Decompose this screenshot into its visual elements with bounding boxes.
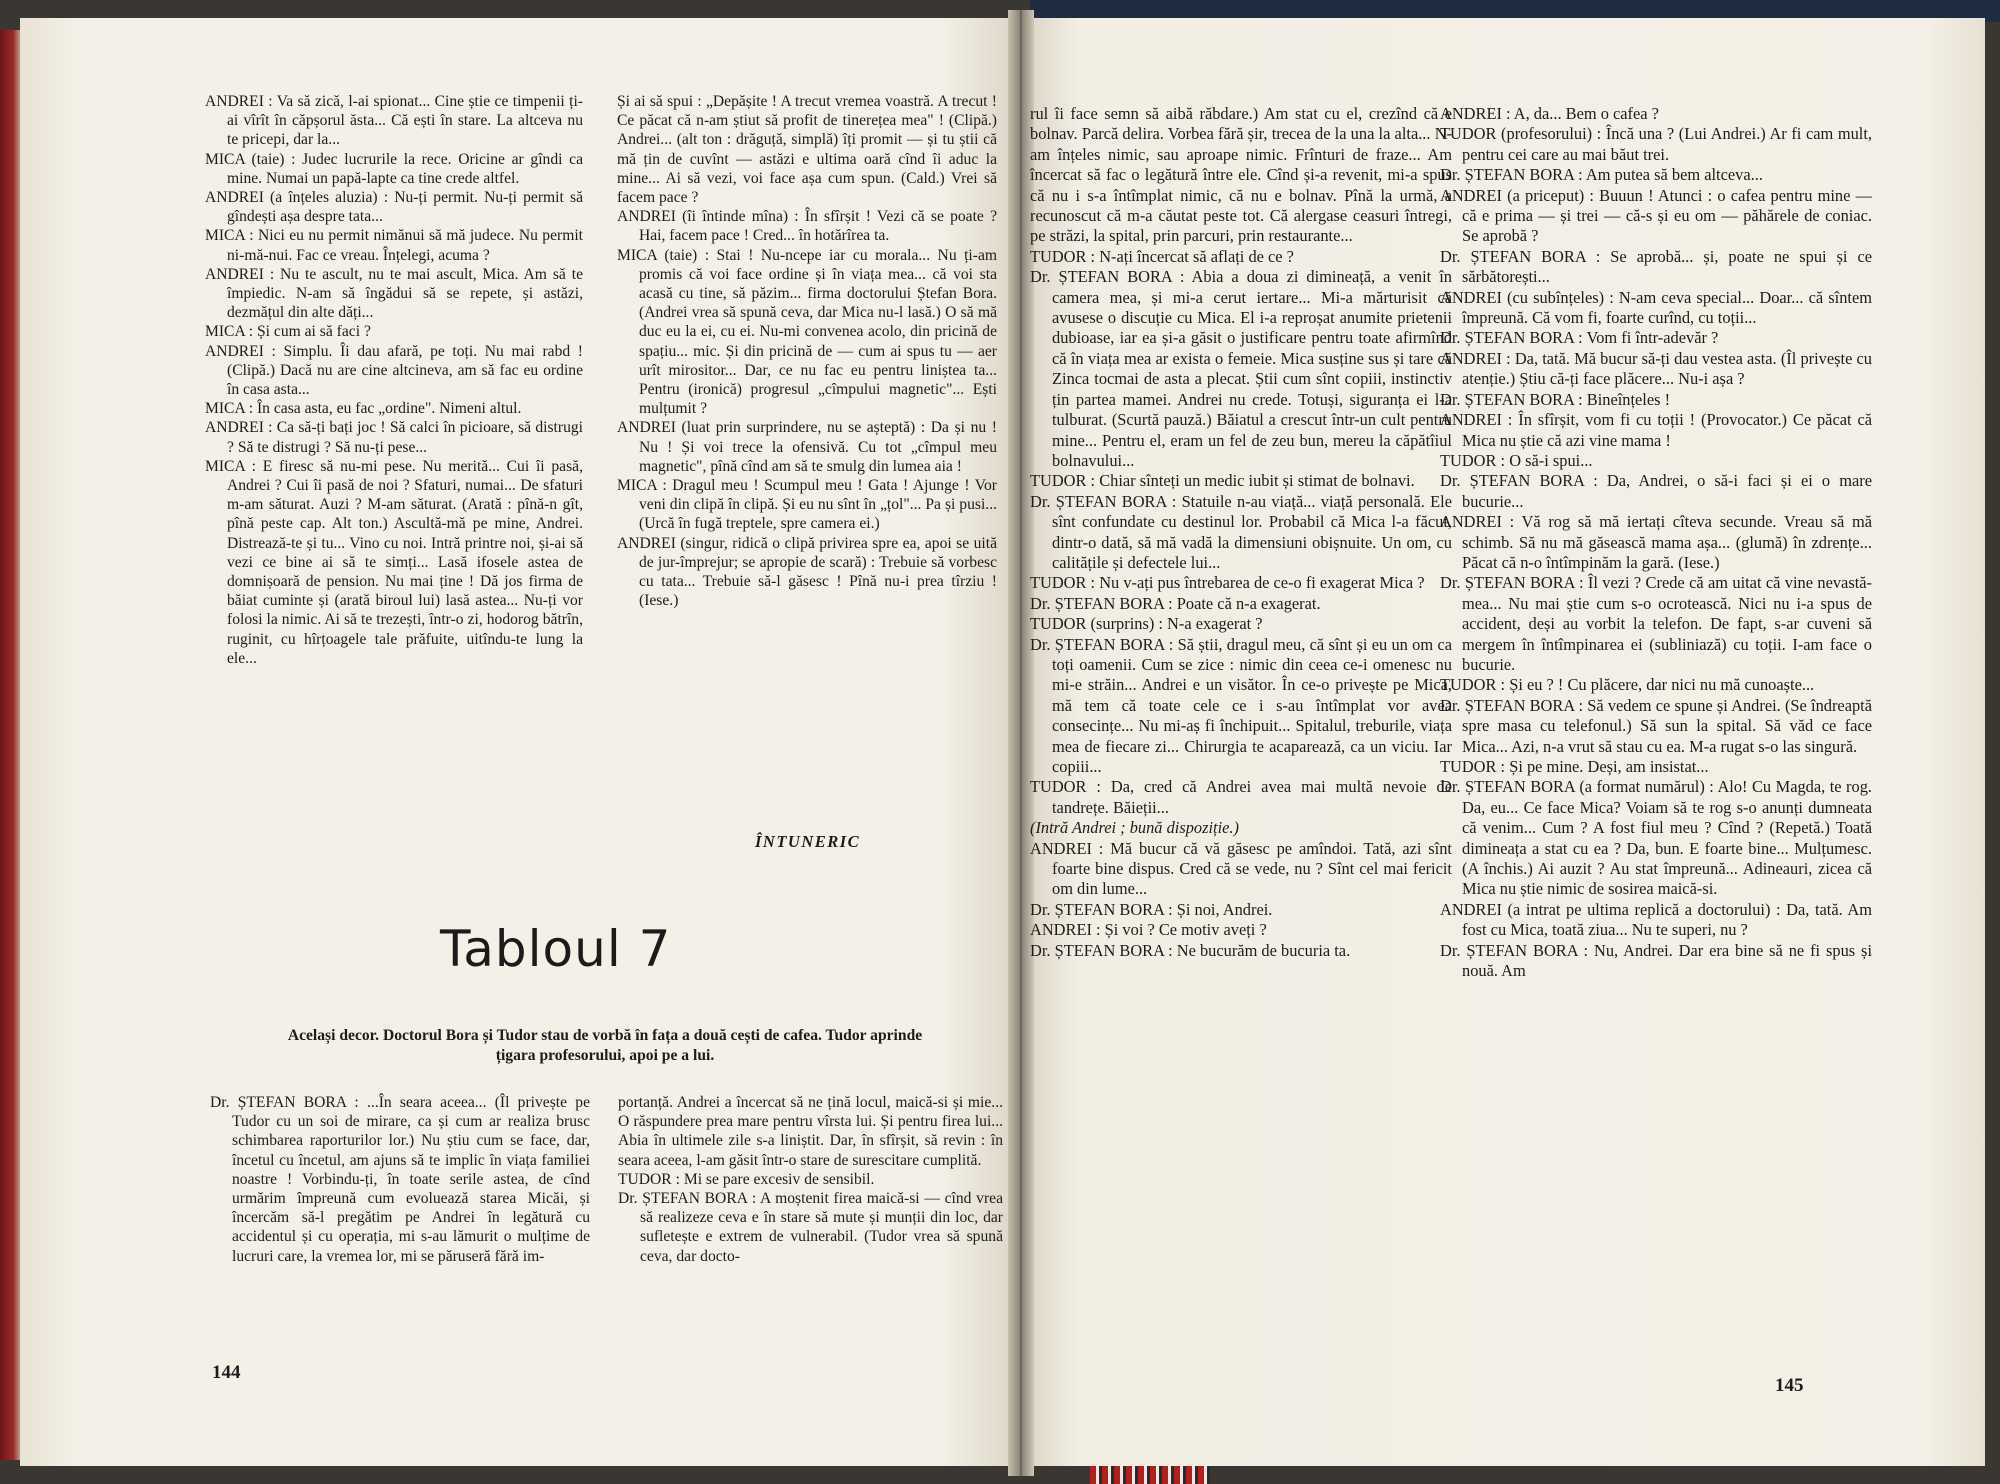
dialogue-line: ANDREI : Și voi ? Ce motiv aveți ? (1030, 920, 1267, 940)
dialogue-line: ANDREI : În sfîrșit, vom fi cu toții ! (Provocator.) Ce păcat că Mica nu știe că azi vine mama ! (1440, 410, 1872, 450)
dialogue-line: ANDREI : Vă rog să mă iertați cîteva secunde. Vreau să mă schimb. Să nu mă găsească mama așa... (glumă) în zdrențe... Păcat că n-o întîmpinăm la gară. (Iese.) (1440, 512, 1872, 572)
dialogue-line: Dr. ȘTEFAN BORA : ...În seara aceea... (Îl privește pe Tudor cu un soi de mirare, ca și cum ar realiza brusc schimbarea raporturilor lor.) Nu știu cum se face, dar, încetul cu încetul, am ajuns să te implic în viața familiei noastre ! Vorbindu-ți, în toate serile astea, de cînd urmărim împreună cum evoluează starea Micăi, și încercăm să-l pregătim pe Andrei în legătură cu accidentul și cu operația, mi s-au lămurit o mulțime de lucruri care, la vremea lor, mi se păruseră fără im- (210, 1094, 590, 1265)
dialogue-line: Dr. ȘTEFAN BORA : Bineînțeles ! (1440, 389, 1671, 409)
dialogue-line: TUDOR (surprins) : N-a exagerat ? (1030, 614, 1263, 634)
dialogue-line: ANDREI : Da, tată. Mă bucur să-ți dau vestea asta. (Îl privește cu atenție.) Știu că-ți face plăcere... Nu-i așa ? (1440, 348, 1872, 389)
left-page-column-3 (210, 1093, 590, 1266)
dialogue-line: Dr. ȘTEFAN BORA : Vom fi într-adevăr ? (1440, 328, 1719, 348)
dialogue-line: ANDREI : Nu te ascult, nu te mai ascult, Mica. Am să te împiedic. N-am să îngădui să se repete, și astăzi, dezmățul din alte dăți... (205, 265, 583, 322)
stage-direction: Același decor. Doctorul Bora și Tudor stau de vorbă în fața a două cești de cafea. Tudor aprinde țigara profesorului, apoi pe a lui. (287, 1027, 923, 1064)
dialogue-line: MICA : În casa asta, eu fac „ordine". Nimeni altul. (205, 400, 522, 418)
dialogue-line: TUDOR : Mi se pare excesiv de sensibil. (618, 1170, 875, 1188)
dialogue-line: MICA : Nici eu nu permit nimănui să mă judece. Nu permit ni-mă-nui. Fac ce vreau. Înțelegi, acuma ? (205, 227, 583, 264)
left-page-column-1 (205, 92, 583, 668)
dialogue-line: Dr. ȘTEFAN BORA : Să știi, dragul meu, că sînt și eu un om ca toți oamenii. Cum se zice : nimic din ceea ce-i omenesc nu mi-e străin... Andrei e un visător. În ce-o privește pe Mica, mă tem că toate cele ce i s-au întîmplat vor avea consecințe... Nu mi-aș fi închipuit... Spitalul, treburile, viața mea de fiecare zi... Chirurgia te acaparează, ca un viciu. Iar copiii... (1030, 634, 1452, 776)
dialogue-line: Dr. ȘTEFAN BORA : Și noi, Andrei. (1030, 899, 1273, 919)
dialogue-line: TUDOR : O să-i spui... (1440, 450, 1593, 470)
dialogue-line: Dr. ȘTEFAN BORA : Se aprobă... și, poate ne spui și ce sărbătorești... (1440, 246, 1872, 287)
dialogue-line: ANDREI : A, da... Bem o cafea ? (1440, 104, 1659, 123)
dialogue-line: MICA : Dragul meu ! Scumpul meu ! Gata ! Ajunge ! Vor veni din clipă în clipă. Și eu nu sînt în „țol"... Pa și pusi... (Urcă în fugă treptele, spre camera ei.) (617, 477, 997, 533)
dialogue-line: MICA (taie) : Judec lucrurile la rece. Oricine ar gîndi ca mine. Numai un papă-lapte ca tine crede altfel. (205, 150, 583, 187)
page-number-right: 145 (1775, 1375, 1804, 1396)
dialogue-line: Dr. ȘTEFAN BORA : A moștenit firea maică-si — cînd vrea să realizeze ceva e în stare să mute și munții din loc, dar sufletește e extrem de vulnerabil. (Tudor vrea să spună ceva, dar docto- (618, 1190, 1003, 1265)
dialogue-line: TUDOR : Și eu ? ! Cu plăcere, dar nici nu mă cunoaște... (1440, 675, 1815, 695)
dialogue-line: ANDREI : Simplu. Îi dau afară, pe toți. Nu mai rabd ! (Clipă.) Dacă nu are cine altcineva, am să fac eu ordine în casa asta... (205, 342, 583, 399)
dialogue-line: TUDOR (profesorului) : Încă una ? (Lui Andrei.) Ar fi cam mult, pentru cei care au mai băut trei. (1440, 124, 1872, 164)
dialogue-line: TUDOR : Da, cred că Andrei avea mai multă nevoie de tandrețe. Băieții... (1030, 777, 1452, 817)
right-page-column-2 (1440, 104, 1872, 981)
dialogue-line: portanță. Andrei a încercat să ne țină locul, maică-si și mie... O răspundere prea mare pentru vîrsta lui. Și pentru firea lui... Abia în ultimele zile s-a liniștit. Dar, în sfîrșit, să revin : în seara aceea, l-am găsit într-o stare de surescitare cumplită. (618, 1094, 1003, 1169)
left-page-column-2 (617, 92, 997, 610)
dialogue-line: Dr. ȘTEFAN BORA : Am putea să bem altceva... (1440, 165, 1763, 185)
left-page-column-4 (618, 1093, 1003, 1266)
scene-end-heading: ÎNTUNERIC (755, 832, 861, 851)
dialogue-line: ANDREI (a înțeles aluzia) : Nu-ți permit. Nu-ți permit să gîndești așa despre tata... (205, 189, 583, 226)
tableau-title: Tabloul 7 (440, 920, 672, 978)
dialogue-line: Dr. ȘTEFAN BORA : Da, Andrei, o să-i faci și ei o mare bucurie... (1440, 471, 1872, 511)
page-number-left: 144 (212, 1362, 241, 1383)
dialogue-line: Dr. ȘTEFAN BORA : Ne bucurăm de bucuria ta. (1030, 940, 1351, 960)
dialogue-line: ANDREI (a priceput) : Buuun ! Atunci : o cafea pentru mine — că e prima — și trei — că-s și eu om — păhărele de coniac. Se aprobă ? (1440, 185, 1872, 246)
dialogue-line: MICA : E firesc să nu-mi pese. Nu merită... Cui îi pasă, Andrei ? Cui îi pasă de noi ? Sfaturi, numai... De sfaturi m-am săturat. Auzi ? M-am săturat. (Arată : pînă-n gît, pînă peste cap. Alt ton.) Ascultă-mă pe mine, Andrei. Distrează-te și tu... Vino cu noi. Intră printre noi, și-ai să vezi ce bine ai să te simți... Lasă ifosele astea de domnișoară de pension. Nu mai ține ! Dă jos firma de băiat cuminte și (arată biroul lui) lasă astea... Nu-ți vor folosi la nimic. Ai să te trezești, într-o zi, hodorog bătrîn, ruginit, cu hîrțoagele tale prăfuite, uitîndu-te lung la ele... (205, 457, 583, 667)
dialogue-line: ANDREI (a intrat pe ultima replică a doctorului) : Da, tată. Am fost cu Mica, toată ziua... Nu te superi, nu ? (1440, 899, 1872, 940)
dialogue-line: MICA : Și cum ai să faci ? (205, 323, 371, 341)
dialogue-line: Și ai să spui : „Depășite ! A trecut vremea voastră. A trecut ! Ce păcat că n-am știut să profit de tinerețea mea" ! (Clipă.) Andrei... (alt ton : drăguță, simplă) îți promit — și tu știi că mă țin de cuvînt — astăzi e ultima oară cînd îi aduc la mine... Ai să vezi, voi face așa cum spun. (Cald.) Vrei să facem pace ? (617, 93, 997, 207)
dialogue-line: TUDOR : Nu v-ați pus întrebarea de ce-o fi exagerat Mica ? (1030, 573, 1425, 593)
dialogue-line: ANDREI : Va să zică, l-ai spionat... Cine știe ce timpenii ți-ai vîrît în căpșorul ăsta... Că ești în stare. La altceva nu te pricepi, dar la... (205, 93, 583, 149)
dialogue-line: ANDREI : Ca să-ți bați joc ! Să calci în picioare, să distrugi ? Să te distrugi ? Să nu-ți pese... (205, 419, 583, 456)
book-cover-edge (0, 30, 22, 1460)
dialogue-line: ANDREI (cu subînțeles) : N-am ceva special... Doar... că sîntem împreună. Că vom fi, foarte curînd, cu toții... (1440, 287, 1872, 328)
tablecloth-strip (1090, 1466, 1210, 1484)
dialogue-line: Dr. ȘTEFAN BORA : Nu, Andrei. Dar era bine să ne fi spus și nouă. Am (1440, 940, 1872, 981)
dialogue-line: MICA (taie) : Stai ! Nu-ncepe iar cu morala... Nu ți-am promis că voi face ordine și în viața mea... că voi sta acasă cu tine, să păzim... firma doctorului Ștefan Bora. (Andrei vrea să spună ceva, dar Mica nu-l lasă.) O să mă duc eu la ei, cu ei. Nu-mi convenea acolo, din pricină de spațiu... mic. Și din pricină de — cum ai spus tu — aer urît mirositor... Dar, ce nu fac eu pentru liniștea ta... Pentru (ironică) progresul „cîmpului magnetic"... Ești mulțumit ? (617, 246, 997, 418)
dialogue-line: Dr. ȘTEFAN BORA : Să vedem ce spune și Andrei. (Se îndreaptă spre masa cu telefonul.) Să sun la spital. Să văd ce face Mica... Azi, n-a vrut să stau cu ea. M-a rugat s-o las singură. (1440, 695, 1872, 756)
dialogue-line: Dr. ȘTEFAN BORA : Abia a doua zi dimineață, a venit în camera mea, și mi-a cerut iertare... Mi-a mărturisit că avusese o discuție cu Mica. El i-a reproșat anumite prietenii dubioase, iar ea și-a găsit o justificare pentru toate afirmînd că în viața mea ar exista o femeie. Mica susține sus și tare că Zinca tocmai de asta a plecat. Știi cum sînt copiii, instinctiv țin partea mamei. Andrei nu crede. Totuși, siguranța ei l-a tulburat. (Scurtă pauză.) Băiatul a crescut într-un cult pentru mine... Pentru el, eram un fel de zeu bun, mereu la căpătîiul bolnavului... (1030, 267, 1452, 470)
dialogue-line: ANDREI (luat prin surprindere, nu se așteptă) : Da și nu ! Nu ! Și voi trece la ofensivă. Cu tot „cîmpul meu magnetic", pînă cînd am să te smulg din lumea aia ! (617, 419, 997, 475)
dialogue-line: rul îi face semn să aibă răbdare.) Am stat cu el, crezînd că e bolnav. Parcă delira. Vorbea fără șir, trecea de la una la alta... N-am înțeles nimic, sau aproape nimic. Frînturi de fraze... Am încercat să fac o legătură între ele. Cînd și-a revenit, mi-a spus că nu i s-a întîmplat nimic, că nu e bolnav. Pînă la urmă, a recunoscut că m-a căutat peste tot. Că alergase ceasuri întregi, pe străzi, la spital, prin parcuri, prin restaurante... (1030, 104, 1452, 246)
dialogue-line: ANDREI (îi întinde mîna) : În sfîrșit ! Vezi că se poate ? Hai, facem pace ! Cred... în hotărîrea ta. (617, 208, 997, 245)
dialogue-line: Dr. ȘTEFAN BORA : Statuile n-au viață... viață personală. Ele sînt confundate cu destinul lor. Probabil că Mica l-a făcut, dintr-o dată, să mă vadă la dimensiuni obișnuite. Un om, cu calitățile și defectele lui... (1030, 491, 1452, 572)
dialogue-line: ANDREI : Mă bucur că vă găsesc pe amîndoi. Tată, azi sînt foarte bine dispus. Cred că se vede, nu ? Sînt cel mai fericit om din lume... (1030, 838, 1452, 899)
dialogue-line: ANDREI (singur, ridică o clipă privirea spre ea, apoi se uită de jur-împrejur; se apropie de scară) : Trebuie să vorbesc cu tata... Trebuie să-l găsesc ! Pînă nu-i prea tîrziu ! (Iese.) (617, 534, 997, 610)
dialogue-line: TUDOR : Chiar sînteți un medic iubit și stimat de bolnavi. (1030, 471, 1415, 491)
dialogue-line: Dr. ȘTEFAN BORA : Poate că n-a exagerat. (1030, 593, 1321, 613)
right-page-column-1 (1030, 104, 1452, 961)
dialogue-line: Dr. ȘTEFAN BORA (a format numărul) : Alo! Cu Magda, te rog. Da, eu... Ce face Mica? Voiam să te rog s-o anunți dumneata că venim... Cum ? A fost fiul meu ? Cînd ? (Repetă.) Toată dimineața a stat cu ea ? Da, bun. E foarte bine... Mulțumesc. (A închis.) Ai auzit ? Au stat împreună... Adineauri, zicea că Mica nu știe nimic de sosirea maică-si. (1440, 777, 1872, 899)
dialogue-line: Dr. ȘTEFAN BORA : Îl vezi ? Crede că am uitat că vine nevastă-mea... Nu mai știe cum s-o ocrotească. Nici nu i-a spus de accident, deși au vorbit la telefon. De fapt, s-ar cuveni să mergem în întîmpinarea ei (subliniază) cu toții. I-am face o bucurie. (1440, 573, 1872, 674)
dialogue-line: TUDOR : N-ați încercat să aflați de ce ? (1030, 246, 1294, 266)
stage-direction-inline: (Intră Andrei ; bună dispoziție.) (1030, 818, 1239, 838)
dialogue-line: TUDOR : Și pe mine. Deși, am insistat... (1440, 757, 1709, 776)
